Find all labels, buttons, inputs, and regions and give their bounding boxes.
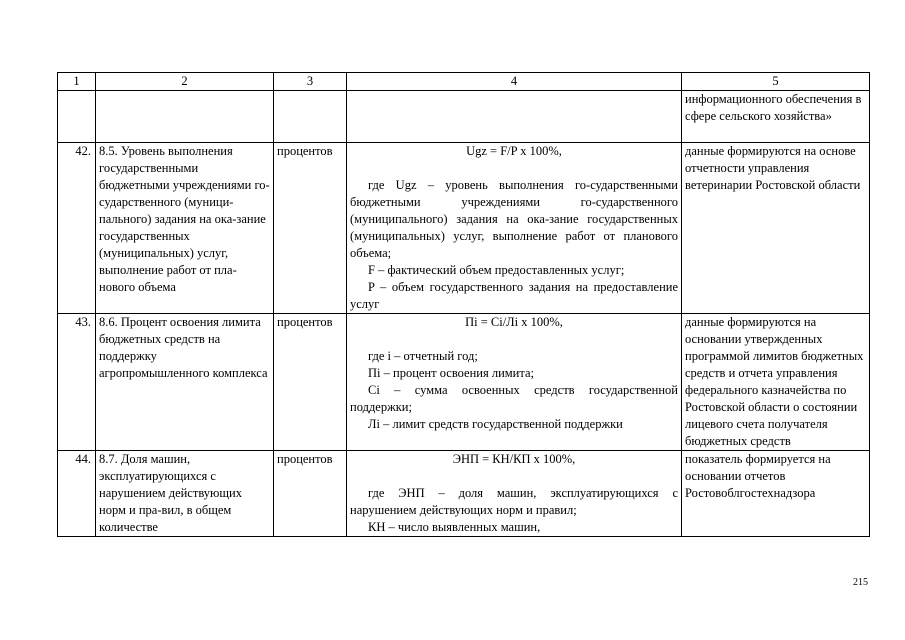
page-number: 215 xyxy=(853,577,868,588)
calculation-cell xyxy=(347,451,682,537)
indicator-name: 8.5. Уровень выполнения государственными бюджетными учреждениями го-сударственного (муници-пального) задания на ока-зание государственных (муниципальных) услуг, выполнение работ от пла-нового объема xyxy=(96,143,274,314)
header-col-2: 2 xyxy=(96,73,274,91)
continuation-row xyxy=(58,91,870,143)
table-row xyxy=(58,143,870,314)
formula: Пi = Ci/Лi x 100%, xyxy=(465,315,563,329)
unit: процентов xyxy=(274,143,347,314)
header-col-3: 3 xyxy=(274,73,347,91)
header-col-1: 1 xyxy=(58,73,96,91)
formula-desc-line: КН – число выявленных машин, xyxy=(368,520,541,534)
header-col-4: 4 xyxy=(347,73,682,91)
unit: процентов xyxy=(274,314,347,451)
indicator-name: 8.6. Процент освоения лимита бюджетных средств на поддержку агропромышленного комплекса xyxy=(96,314,274,451)
row-number: 43. xyxy=(58,314,96,451)
row-number: 44. xyxy=(58,451,96,537)
header-col-5: 5 xyxy=(682,73,870,91)
table-row xyxy=(58,314,870,451)
calculation-cell xyxy=(347,314,682,451)
formula-desc-line: Лi – лимит средств государственной поддержки xyxy=(368,417,623,431)
indicator-name: 8.7. Доля машин, эксплуатирующихся с нарушением действующих норм и пра-вил, в общем количестве xyxy=(96,451,274,537)
formula-desc-line: где Ugz – уровень выполнения го-сударственными бюджетными учреждениями го-сударственного (муниципального) задания на ока-зание государственных (муниципальных) услуг, выполнение работ от планового объема; xyxy=(350,178,678,260)
row-number: 42. xyxy=(58,143,96,314)
formula: Ugz = F/P x 100%, xyxy=(466,144,562,158)
data-source: данные формируются на основании утвержденных программой лимитов бюджетных средств и отчета управления федерального казначейства по Ростовской области о состоянии лицевого счета получателя бюджетных средств xyxy=(682,314,870,451)
formula-desc-line: Пi – процент освоения лимита; xyxy=(368,366,534,380)
formula-desc-line: где ЭНП – доля машин, эксплуатирующихся с нарушением действующих норм и правил; xyxy=(350,486,678,517)
data-source: показатель формируется на основании отчетов Ростовоблгостехнадзора xyxy=(682,451,870,537)
formula-desc-line: F – фактический объем предоставленных услуг; xyxy=(368,263,625,277)
indicators-table xyxy=(57,72,870,537)
header-row xyxy=(58,73,870,91)
table-row xyxy=(58,451,870,537)
data-source: данные формируются на основе отчетности управления ветеринарии Ростовской области xyxy=(682,143,870,314)
formula-desc-line: где i – отчетный год; xyxy=(368,349,478,363)
formula-desc-line: P – объем государственного задания на предоставление услуг xyxy=(350,280,678,311)
formula-desc-line: Ci – сумма освоенных средств государственной поддержки; xyxy=(350,383,678,414)
calculation-cell xyxy=(347,143,682,314)
continued-source: информационного обеспечения в сфере сельского хозяйства» xyxy=(682,91,870,143)
unit: процентов xyxy=(274,451,347,537)
formula: ЭНП = КН/КП x 100%, xyxy=(452,452,576,466)
